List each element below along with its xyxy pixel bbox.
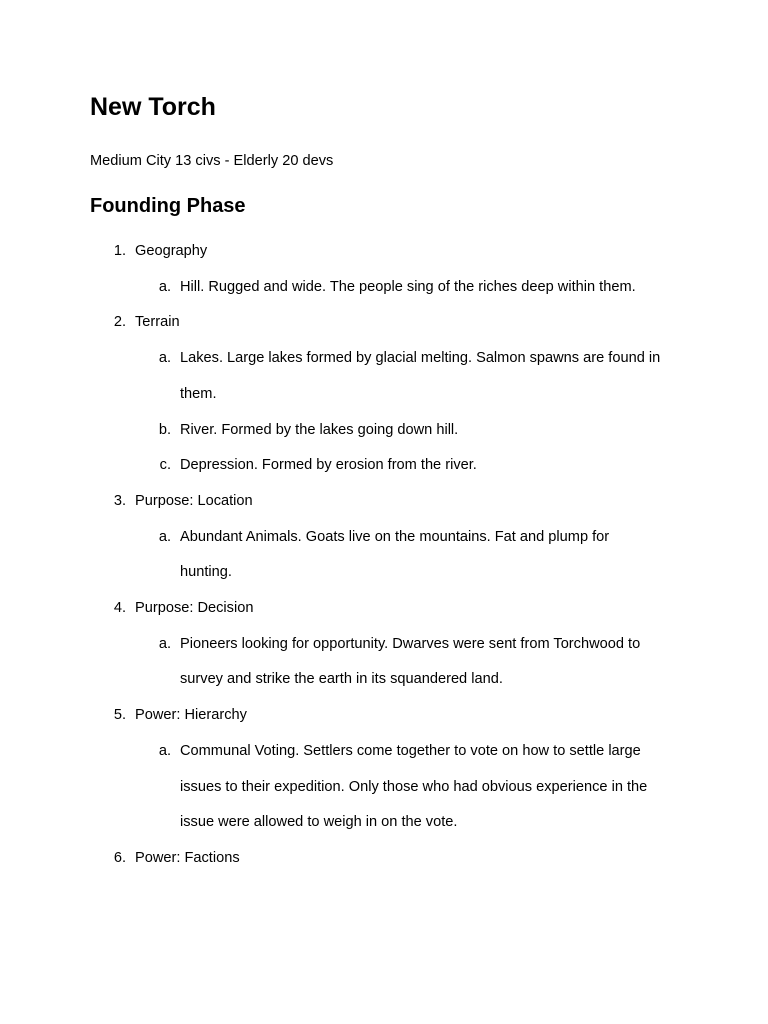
sub-item-line: survey and strike the earth in its squandered land. <box>180 671 503 688</box>
sub-item-line: River. Formed by the lakes going down hill. <box>180 421 459 438</box>
sub-item-line: Communal Voting. Settlers come together to vote on how to settle large <box>180 742 641 759</box>
list-item-number: 2. <box>113 314 126 331</box>
document-subtitle: Medium City 13 civs - Elderly 20 devs <box>90 153 334 169</box>
sub-item-line: Lakes. Large lakes formed by glacial melting. Salmon spawns are found in <box>180 350 661 367</box>
list-item-number: 3. <box>113 492 126 509</box>
sub-item-letter: b. <box>158 421 171 438</box>
sub-item-letter: a. <box>158 635 171 652</box>
sub-item-line: Depression. Formed by erosion from the river. <box>180 457 477 474</box>
sub-item-letter: a. <box>158 278 171 295</box>
list-item-number: 6. <box>113 849 126 866</box>
list-item-number: 4. <box>113 600 126 616</box>
sub-item-line: Pioneers looking for opportunity. Dwarves were sent from Torchwood to <box>180 635 641 652</box>
document-title: New Torch <box>90 93 216 121</box>
list-item: Purpose: Location <box>135 492 253 509</box>
sub-item-letter: a. <box>158 350 171 367</box>
sub-item-line: Hill. Rugged and wide. The people sing of the riches deep within them. <box>180 278 636 295</box>
list-item: Power: Hierarchy <box>135 707 247 724</box>
sub-item-letter: a. <box>158 742 171 759</box>
sub-item-line: hunting. <box>180 564 232 581</box>
sub-item-line: issues to their expedition. Only those who had obvious experience in the <box>180 778 648 795</box>
sub-item-line: them. <box>180 385 217 402</box>
sub-item-letter: a. <box>158 528 171 545</box>
sub-item-letter: c. <box>159 457 171 474</box>
list-item: Purpose: Decision <box>135 600 254 616</box>
sub-item-line: Abundant Animals. Goats live on the mountains. Fat and plump for <box>180 528 610 545</box>
list-item: Terrain <box>135 314 180 331</box>
list-item-number: 5. <box>113 707 126 724</box>
section-heading: Founding Phase <box>90 195 246 217</box>
sub-item-line: issue were allowed to weigh in on the vote. <box>180 814 458 831</box>
list-item-number: 1. <box>113 243 126 259</box>
list-item: Power: Factions <box>135 849 240 866</box>
list-item: Geography <box>135 243 208 259</box>
